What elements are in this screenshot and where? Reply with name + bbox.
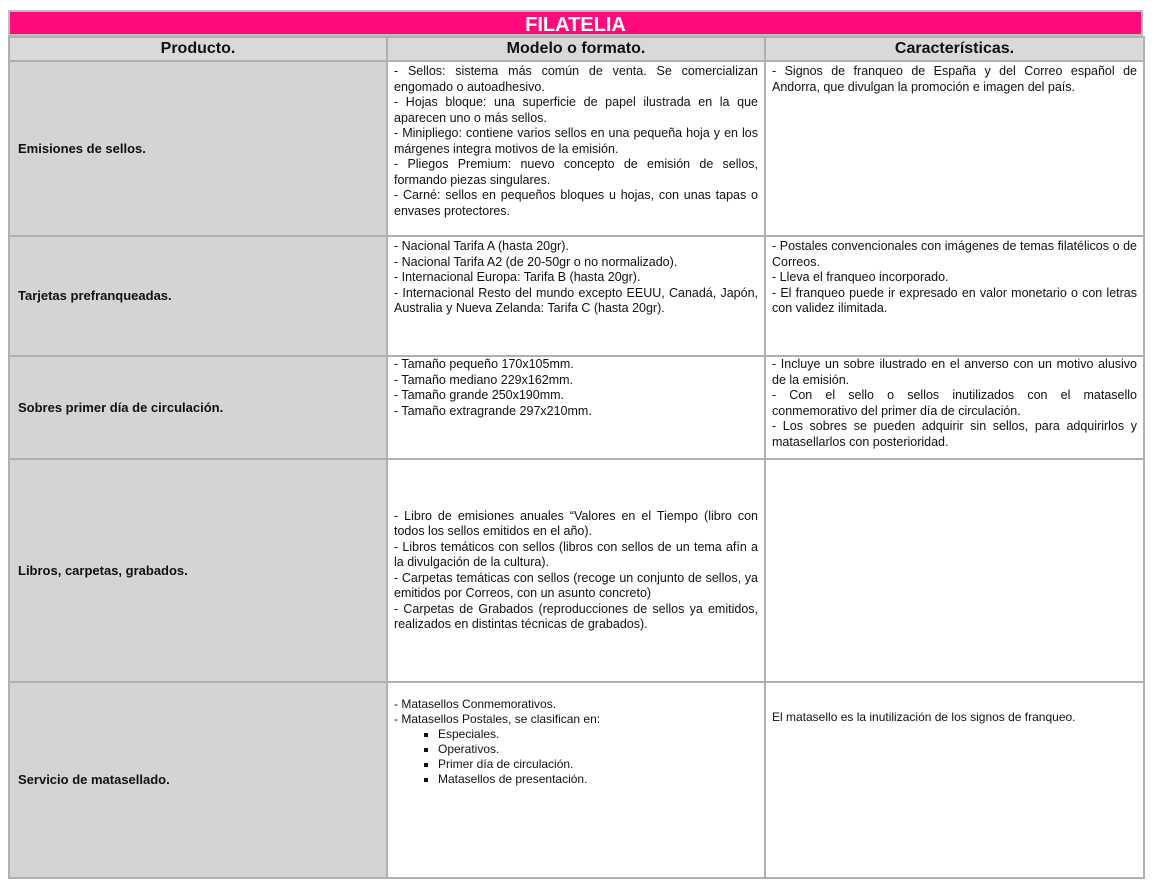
- feature-line: - Con el sello o sellos inutilizados con el matasello conmemorativo del primer día de circulación.: [772, 388, 1137, 418]
- feature-line: - Postales convencionales con imágenes de temas filatélicos o de Correos.: [772, 239, 1137, 269]
- model-cell: [387, 459, 765, 682]
- list-item: ▪ Primer día de circulación.: [438, 757, 758, 772]
- list-item: ▪ Matasellos de presentación.: [438, 772, 758, 787]
- product-cell: Tarjetas prefranqueadas.: [9, 236, 387, 356]
- feature-line: - Signos de franqueo de España y del Correo español de Andorra, que divulgan la promoción e imagen del país.: [772, 64, 1137, 94]
- model-line: - Nacional Tarifa A2 (de 20-50gr o no normalizado).: [394, 254, 678, 269]
- model-line: - Minipliego: contiene varios sellos en una pequeña hoja y en los márgenes integra motivos de la emisión.: [394, 126, 758, 156]
- feature-line: - Los sobres se pueden adquirir sin sellos, para adquirirlos y matasellarlos con posterioridad.: [772, 419, 1137, 449]
- model-line: - Libros temáticos con sellos (libros con sellos de un tema afín a la divulgación de la cultura).: [394, 539, 758, 569]
- features-cell: [765, 356, 1144, 459]
- header-producto: Producto.: [9, 37, 387, 61]
- model-line: - Carpetas de Grabados (reproducciones de sellos ya emitidos, realizados en distintas técnicas de grabados).: [394, 601, 758, 631]
- model-cell: [387, 61, 765, 236]
- table-row: [9, 682, 1144, 878]
- feature-line: - Lleva el franqueo incorporado.: [772, 270, 949, 284]
- features-cell: [765, 459, 1144, 682]
- product-cell: Servicio de matasellado.: [9, 682, 387, 878]
- model-line: - Carpetas temáticas con sellos (recoge un conjunto de sellos, ya emitidos por Correos, con un asunto concreto): [394, 570, 758, 600]
- model-line: - Matasellos Postales, se clasifican en:: [394, 712, 601, 726]
- product-cell: Emisiones de sellos.: [9, 61, 387, 236]
- header-row: [9, 37, 1144, 61]
- model-line: - Nacional Tarifa A (hasta 20gr).: [394, 239, 569, 253]
- matasellos-list: [394, 727, 758, 787]
- model-line: - Hojas bloque: una superficie de papel ilustrada en la que aparecen uno o más sellos.: [394, 95, 758, 125]
- model-line: - Tamaño grande 250x190mm.: [394, 388, 565, 402]
- model-line: - Tamaño mediano 229x162mm.: [394, 372, 574, 387]
- header-caracteristicas: Características.: [765, 37, 1144, 61]
- model-cell: [387, 356, 765, 459]
- header-modelo: Modelo o formato.: [387, 37, 765, 61]
- filatelia-document: [8, 10, 1143, 879]
- features-cell: [765, 236, 1144, 356]
- table-row: [9, 236, 1144, 356]
- filatelia-table: [8, 36, 1145, 879]
- list-item: ▪ Operativos.: [438, 742, 758, 757]
- table-title: FILATELIA: [8, 10, 1143, 36]
- feature-line: - El franqueo puede ir expresado en valor monetario o con letras con validez ilimitada.: [772, 285, 1137, 315]
- table-row: [9, 459, 1144, 682]
- model-line: - Matasellos Conmemorativos.: [394, 697, 557, 711]
- feature-line: - Incluye un sobre ilustrado en el anverso con un motivo alusivo de la emisión.: [772, 357, 1137, 387]
- model-cell: [387, 682, 765, 878]
- model-line: - Carné: sellos en pequeños bloques u hojas, con unas tapas o envases protectores.: [394, 188, 758, 218]
- features-cell: [765, 61, 1144, 236]
- model-line: - Libro de emisiones anuales “Valores en el Tiempo (libro con todos los sellos emitidos en el año).: [394, 508, 758, 538]
- product-cell: Sobres primer día de circulación.: [9, 356, 387, 459]
- model-line: - Internacional Resto del mundo excepto EEUU, Canadá, Japón, Australia y Nueva Zelanda: Tarifa C (hasta 20gr).: [394, 285, 758, 315]
- model-line: - Internacional Europa: Tarifa B (hasta 20gr).: [394, 270, 641, 284]
- model-line: - Tamaño pequeño 170x105mm.: [394, 357, 574, 371]
- feature-line: El matasello es la inutilización de los signos de franqueo.: [772, 710, 1076, 724]
- table-row: [9, 356, 1144, 459]
- list-item: ▪ Especiales.: [438, 727, 758, 742]
- model-line: - Pliegos Premium: nuevo concepto de emisión de sellos, formando piezas singulares.: [394, 157, 758, 187]
- model-cell: [387, 236, 765, 356]
- features-cell: [765, 682, 1144, 878]
- table-row: [9, 61, 1144, 236]
- model-line: - Tamaño extragrande 297x210mm.: [394, 403, 592, 418]
- model-line: - Sellos: sistema más común de venta. Se comercializan engomado o autoadhesivo.: [394, 64, 758, 94]
- product-cell: Libros, carpetas, grabados.: [9, 459, 387, 682]
